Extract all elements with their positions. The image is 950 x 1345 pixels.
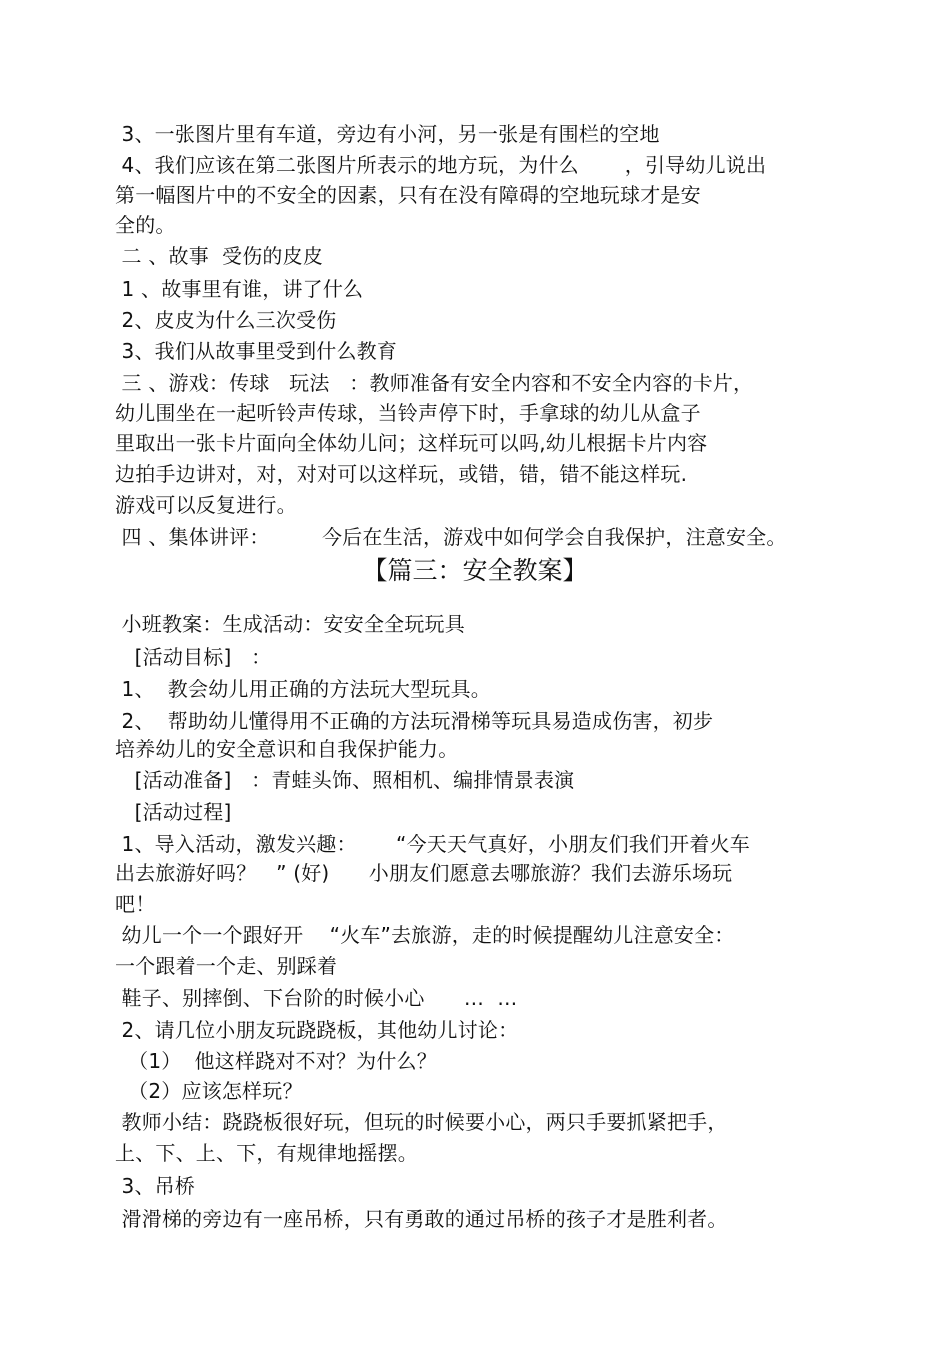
text-line: 3、吊桥	[115, 1174, 196, 1198]
lesson-title: 小班教案：生成活动：安安全全玩玩具	[115, 612, 465, 636]
text-line: 1 、故事里有谁，讲了什么	[115, 277, 364, 301]
text-line: 1、 教会幼儿用正确的方法玩大型玩具。	[115, 677, 491, 701]
text-line: 1、导入活动，激发兴趣： “今天天气真好，小朋友们我们开着火车	[115, 832, 750, 856]
text-line: 边拍手边讲对，对，对对可以这样玩，或错，错，错不能这样玩.	[115, 462, 688, 486]
text-line: [活动准备] ：青蛙头饰、照相机、编排情景表演	[115, 768, 575, 792]
section-subheading: 二 、故事 受伤的皮皮	[115, 244, 324, 268]
text-line: 一个跟着一个走、别踩着	[115, 954, 338, 978]
text-line: 游戏可以反复进行。	[115, 493, 297, 517]
text-line: （2）应该怎样玩？	[115, 1079, 303, 1103]
text-line: 2、皮皮为什么三次受伤	[115, 308, 337, 332]
text-line: 教师小结：跷跷板很好玩，但玩的时候要小心，两只手要抓紧把手，	[115, 1110, 728, 1134]
text-line: 滑滑梯的旁边有一座吊桥，只有勇敢的通过吊桥的孩子才是胜利者。	[115, 1207, 728, 1231]
text-line: 幼儿一个一个跟好开 “火车”去旅游，走的时候提醒幼儿注意安全：	[115, 923, 735, 947]
section-heading: 【篇三：安全教案】	[362, 556, 588, 585]
text-line: 2、请几位小朋友玩跷跷板，其他幼儿讨论：	[115, 1018, 519, 1042]
text-line: [活动过程]	[115, 800, 232, 824]
text-line: 里取出一张卡片面向全体幼儿问；这样玩可以吗,幼儿根据卡片内容	[115, 431, 708, 455]
text-line: 第一幅图片中的不安全的因素，只有在没有障碍的空地玩球才是安	[115, 183, 701, 207]
text-line: 鞋子、别摔倒、下台阶的时候小心 … …	[115, 986, 518, 1010]
section-subheading: 三 、游戏：传球 玩法 ：教师准备有安全内容和不安全内容的卡片，	[115, 371, 754, 395]
text-line: 上、下、上、下，有规律地摇摆。	[115, 1141, 418, 1165]
text-line: 幼儿围坐在一起听铃声传球，当铃声停下时，手拿球的幼儿从盒子	[115, 401, 701, 425]
text-line: （1） 他这样跷对不对？为什么？	[115, 1049, 437, 1073]
text-line: 4、我们应该在第二张图片所表示的地方玩，为什么 ，引导幼儿说出	[115, 153, 767, 177]
text-line: 吧！	[115, 892, 156, 916]
text-line: 培养幼儿的安全意识和自我保护能力。	[115, 737, 459, 761]
text-line: 3、一张图片里有车道，旁边有小河，另一张是有围栏的空地	[115, 122, 660, 146]
text-line: 2、 帮助幼儿懂得用不正确的方法玩滑梯等玩具易造成伤害，初步	[115, 709, 714, 733]
section-subheading: 四 、集体讲评： 今后在生活，游戏中如何学会自我保护，注意安全。	[115, 525, 787, 549]
text-line: [活动目标] ：	[115, 645, 272, 669]
text-line: 3、我们从故事里受到什么教育	[115, 339, 398, 363]
text-line: 出去旅游好吗？ ” (好) 小朋友们愿意去哪旅游？我们去游乐场玩	[115, 861, 733, 885]
text-line: 全的。	[115, 213, 176, 237]
